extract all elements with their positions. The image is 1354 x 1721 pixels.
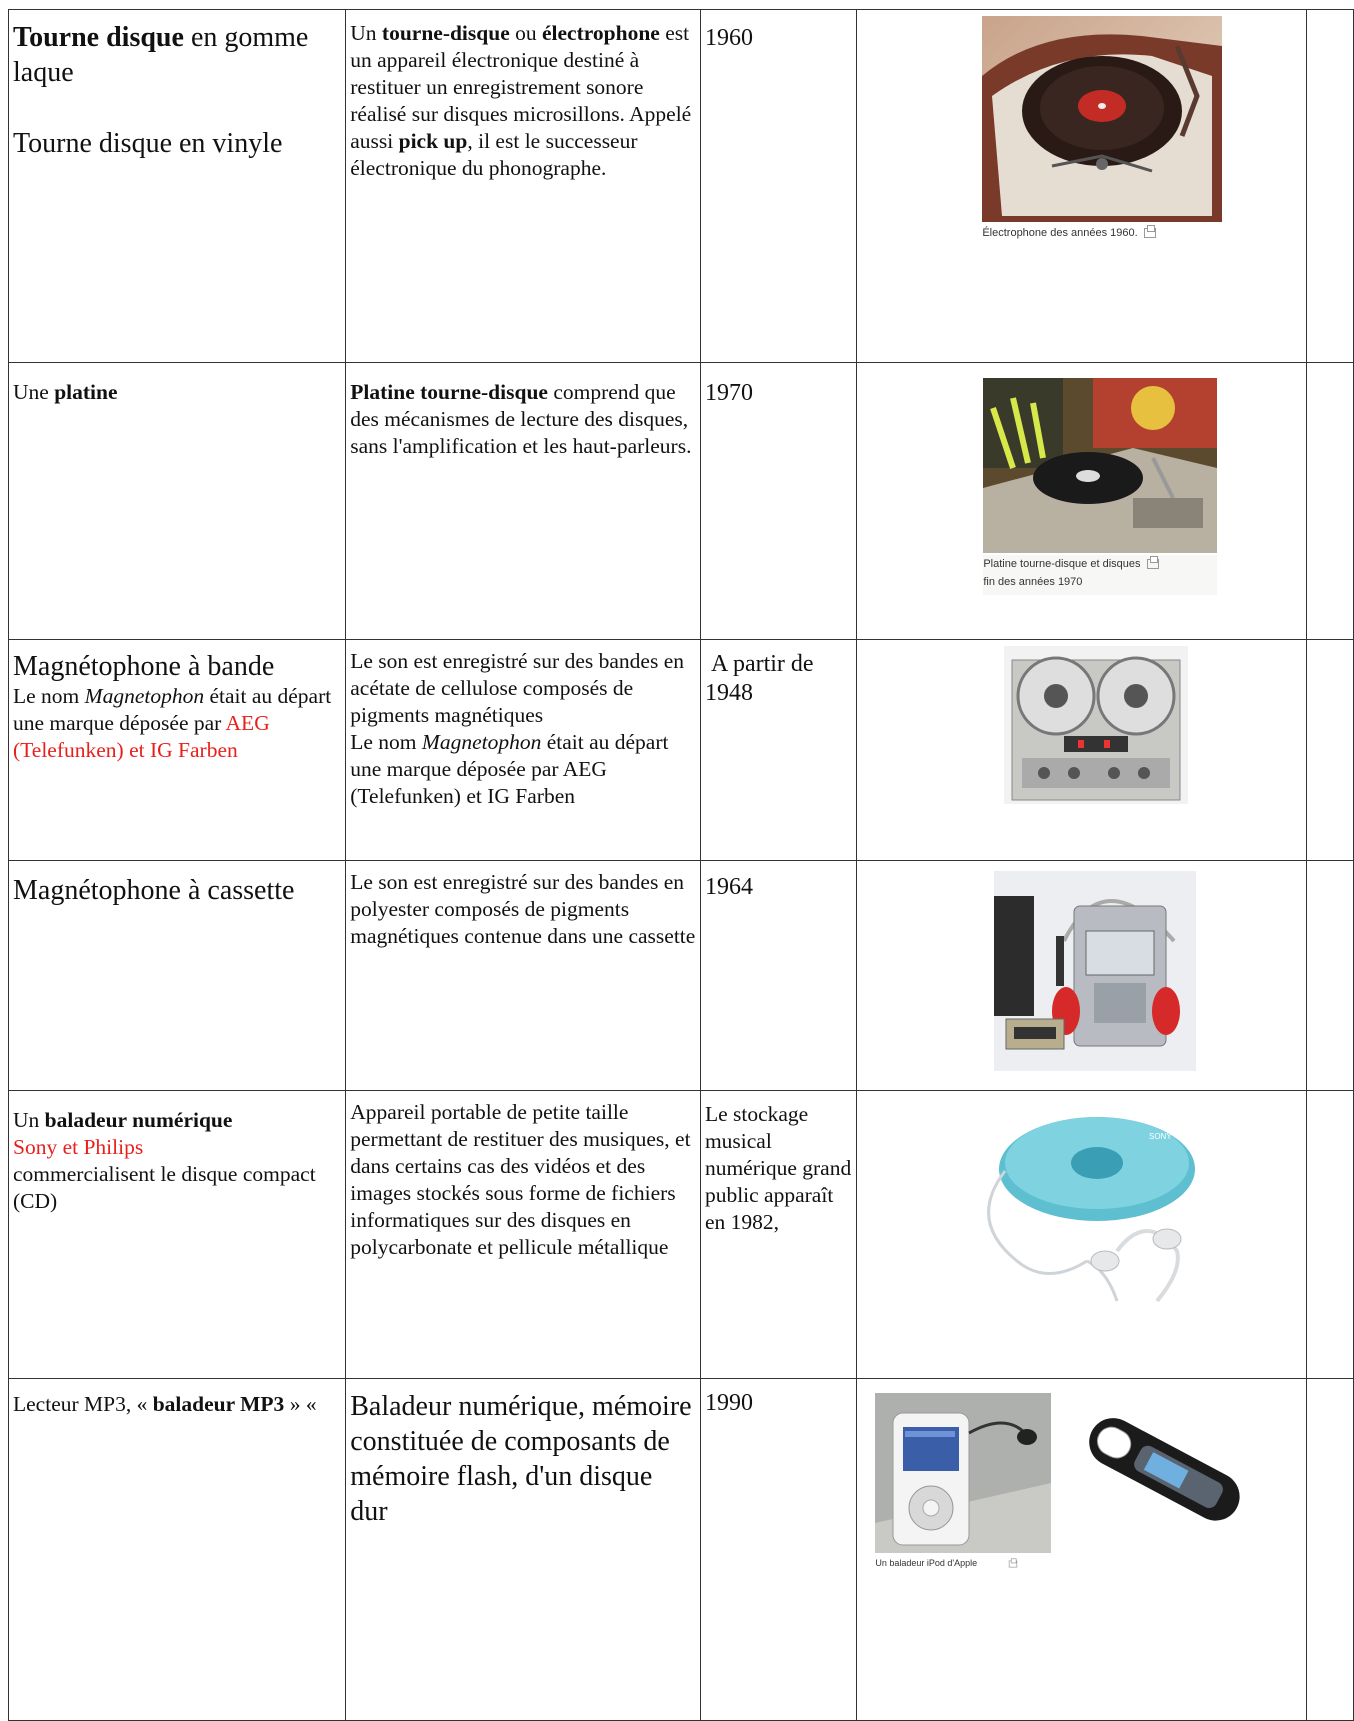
description-text: Baladeur numérique, mémoire constituée de composants de mémoire flash, d'un disque dur (350, 1391, 692, 1527)
description-text: Le son est enregistré sur des bandes en acétate de cellulose composés de pigments magnétiques Le nom Magnetophon était au départ une marque déposée par AEG (Telefunken) et IG Farben (350, 649, 684, 809)
image-cell (857, 10, 1307, 363)
device-cell (9, 1091, 346, 1379)
turntable-photo (983, 378, 1217, 553)
table-row (9, 640, 1354, 861)
empty-cell (1307, 363, 1354, 640)
description-cell (346, 10, 701, 363)
reel-to-reel-photo (1004, 646, 1188, 804)
walkman-photo (994, 871, 1196, 1071)
empty-cell (1307, 1091, 1354, 1379)
ipod-photo (875, 1393, 1051, 1553)
brand-link[interactable]: AEG (Telefunken) et IG Farben (13, 710, 270, 762)
description-cell (346, 363, 701, 640)
description-cell (346, 861, 701, 1091)
description-text: Appareil portable de petite taille permettant de restituer des musiques, et dans certains cas des vidéos et des images stockés sous forme de fichiers informatiques sur des disques en polycarbonate et pellicule métallique (350, 1100, 691, 1260)
date-text: 1990 (704, 1390, 753, 1416)
device-cell (9, 10, 346, 363)
device-cell (9, 640, 346, 861)
cd-player-photo (977, 1111, 1199, 1311)
device-variant: Tourne disque en vinyle (13, 128, 283, 159)
image-cell (857, 861, 1307, 1091)
date-text: A partir de 1948 (704, 651, 820, 707)
device-cell (9, 1379, 346, 1721)
date-cell (700, 363, 856, 640)
image-cell (857, 1091, 1307, 1379)
description-cell (346, 1091, 701, 1379)
date-text: 1964 (704, 874, 753, 900)
date-cell (700, 10, 856, 363)
device-name: Une platine (13, 380, 118, 404)
date-text: 1970 (704, 380, 753, 406)
devices-table (8, 9, 1354, 1721)
svg-text:SONY: SONY (1149, 1132, 1172, 1141)
expand-icon[interactable] (1147, 559, 1159, 569)
description-cell (346, 1379, 701, 1721)
device-name: Lecteur MP3, « baladeur MP3 » « (13, 1392, 317, 1416)
image-cell (857, 363, 1307, 640)
record-player-photo (982, 16, 1222, 222)
device-cell (9, 861, 346, 1091)
table-row (9, 10, 1354, 363)
empty-cell (1307, 10, 1354, 363)
description-text: Un tourne-disque ou électrophone est un appareil électronique destiné à restituer un enregistrement sonore réalisé sur disques microsillons. Appelé aussi pick up, il est le successeur électronique du phonographe. (350, 21, 692, 181)
brand-link[interactable]: Sony et Philips (13, 1135, 144, 1160)
description-text: Le son est enregistré sur des bandes en polyester composés de pigments magnétiques contenue dans une cassette (350, 870, 696, 949)
expand-icon[interactable] (1144, 228, 1156, 238)
device-name: Un baladeur numérique Sony et Philips commercialisent le disque compact (CD) (9, 1091, 345, 1219)
usb-mp3-player-photo (1069, 1401, 1259, 1535)
image-cell (857, 1379, 1307, 1721)
description-cell (346, 640, 701, 861)
device-name: Tourne disque en gomme laque (13, 22, 309, 88)
date-text: 1960 (704, 25, 753, 51)
image-caption: Électrophone des années 1960. (982, 224, 1222, 242)
device-name: Magnétophone à cassette (13, 875, 295, 906)
table-row (9, 861, 1354, 1091)
empty-cell (1307, 640, 1354, 861)
image-caption: Un baladeur iPod d'Apple (875, 1555, 1051, 1571)
empty-cell (1307, 1379, 1354, 1721)
device-name: Magnétophone à bande Le nom Magnetophon était au départ une marque déposée par AEG (Telefunken) et IG Farben (13, 651, 332, 762)
table-row (9, 363, 1354, 640)
expand-icon[interactable] (1009, 1560, 1017, 1567)
date-cell (700, 1091, 856, 1379)
empty-cell (1307, 861, 1354, 1091)
date-cell (700, 861, 856, 1091)
image-caption: Platine tourne-disque et disques fin des années 1970 (983, 555, 1217, 595)
image-cell (857, 640, 1307, 861)
description-text: Platine tourne-disque comprend que des mécanismes de lecture des disques, sans l'amplification et les haut-parleurs. (350, 380, 692, 459)
date-cell (700, 1379, 856, 1721)
device-cell (9, 363, 346, 640)
date-cell (700, 640, 856, 861)
date-text: Le stockage musical numérique grand public apparaît en 1982, (704, 1102, 852, 1235)
table-row (9, 1091, 1354, 1379)
table-row (9, 1379, 1354, 1721)
